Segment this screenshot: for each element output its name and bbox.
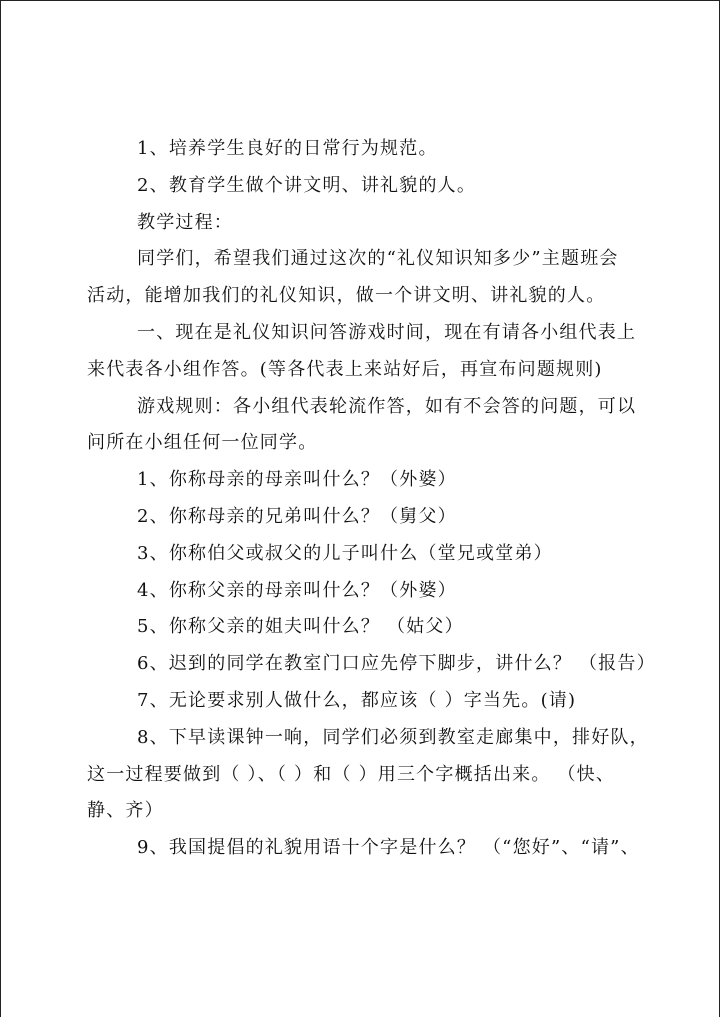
question-6: 6、迟到的同学在教室门口应先停下脚步，讲什么？ （报告） <box>137 653 656 675</box>
goal-line-2: 2、教育学生做个讲文明、讲礼貌的人。 <box>137 174 477 196</box>
question-9: 9、我国提倡的礼貌用语十个字是什么？ （“您好”、“请”、 <box>137 837 640 859</box>
document-body <box>87 131 656 867</box>
question-3: 3、你称伯父或叔父的儿子叫什么（堂兄或堂弟） <box>137 542 553 564</box>
question-2: 2、你称母亲的兄弟叫什么？（舅父） <box>137 505 457 527</box>
question-7: 7、无论要求别人做什么，都应该（ ）字当先。(请) <box>137 689 577 711</box>
question-8-line-2: 这一过程要做到（ ）、（ ）和（ ）用三个字概括出来。 （快、 <box>87 763 616 785</box>
section-heading-process: 教学过程： <box>137 211 233 233</box>
question-5: 5、你称父亲的姐夫叫什么？ （姑父） <box>137 616 464 638</box>
rules-line-2: 问所在小组任何一位同学。 <box>87 432 318 454</box>
question-1: 1、你称母亲的母亲叫什么？（外婆） <box>137 469 457 491</box>
question-8-line-1: 8、下早读课钟一响，同学们必须到教室走廊集中，排好队， <box>137 726 649 748</box>
rules-line-1: 游戏规则：各小组代表轮流作答，如有不会答的问题，可以 <box>137 395 637 417</box>
question-4: 4、你称父亲的母亲叫什么？（外婆） <box>137 579 457 601</box>
goal-line-1: 1、培养学生良好的日常行为规范。 <box>137 138 438 159</box>
activity-line-1: 一、现在是礼仪知识问答游戏时间，现在有请各小组代表上 <box>137 321 637 343</box>
intro-line-1: 同学们，希望我们通过这次的“礼仪知识知多少”主题班会 <box>137 248 619 270</box>
intro-line-2: 活动，能增加我们的礼仪知识，做一个讲文明、讲礼貌的人。 <box>87 285 606 307</box>
question-8-line-3: 静、齐） <box>87 800 164 822</box>
activity-line-2: 来代表各小组作答。(等各代表上来站好后，再宣布问题规则) <box>87 358 603 380</box>
